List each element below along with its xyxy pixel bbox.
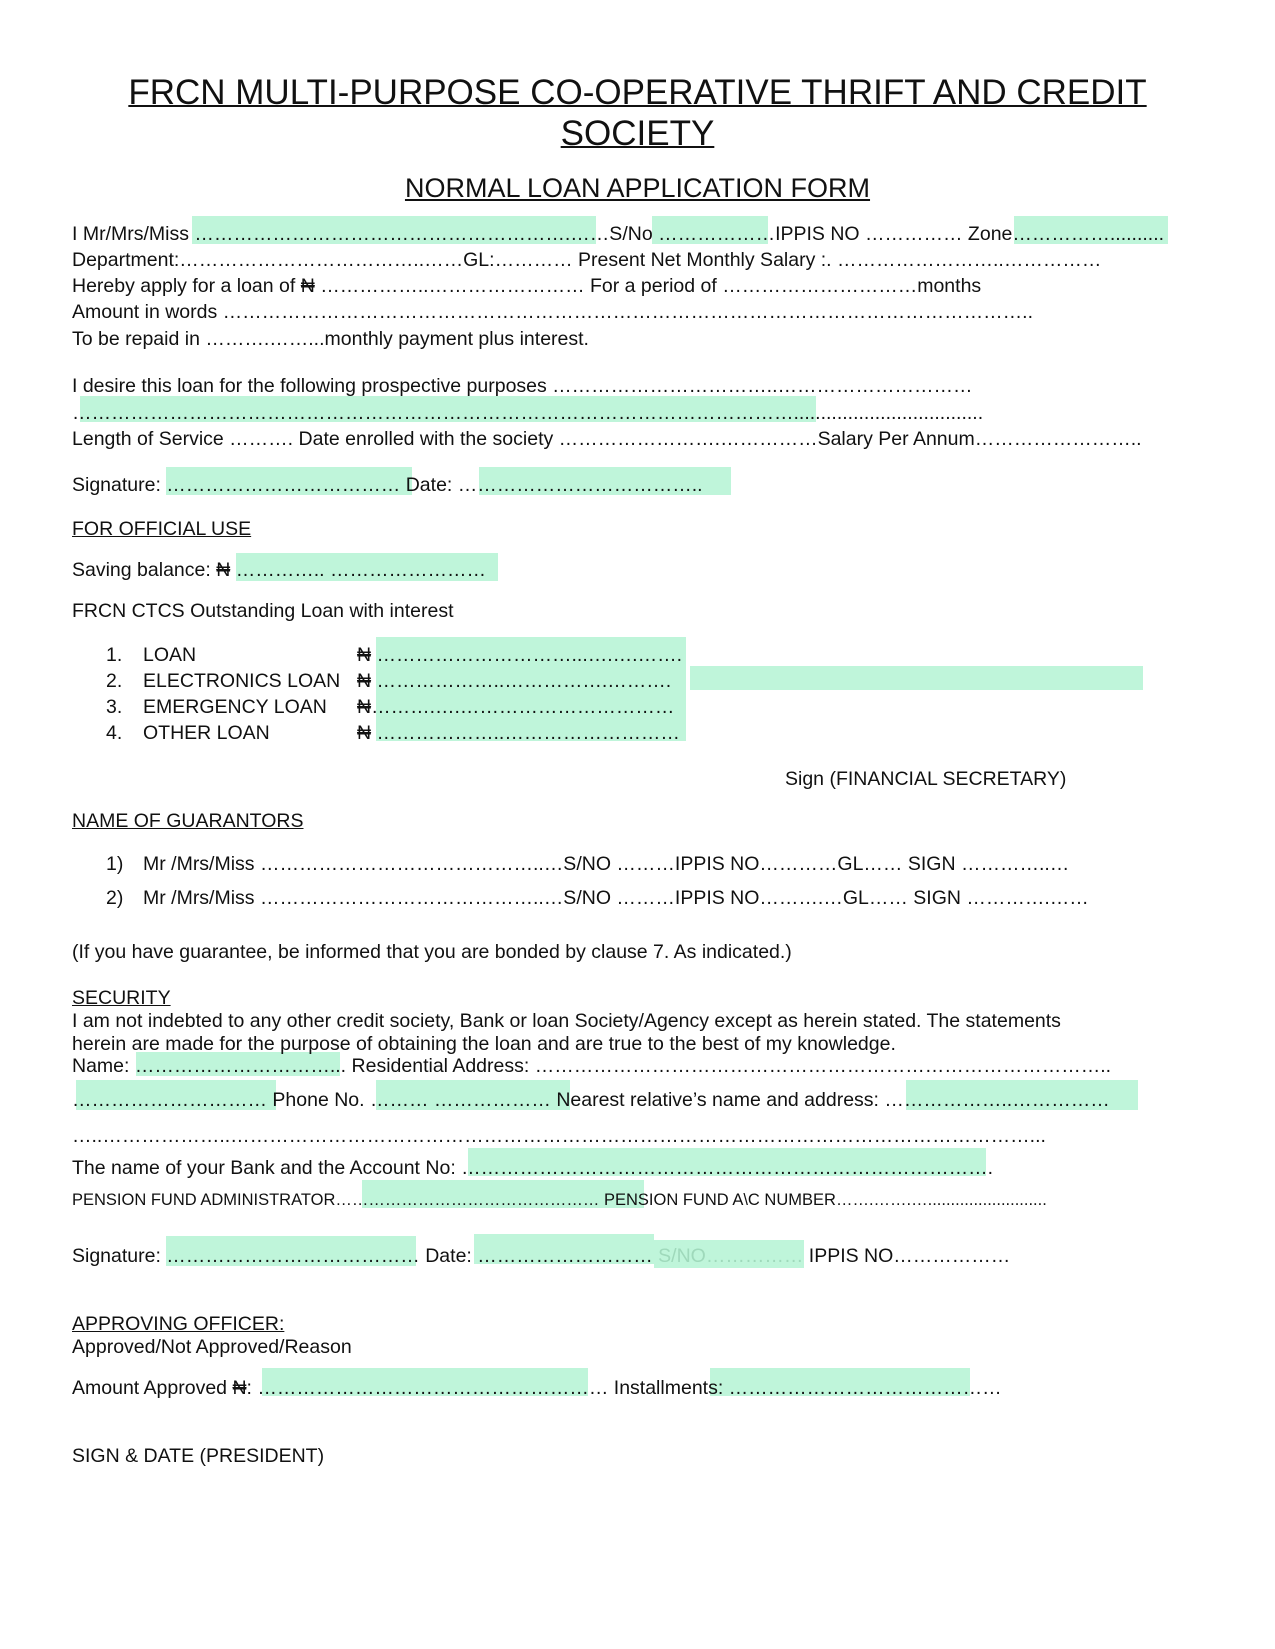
loan-request-line (72, 274, 981, 298)
applicant-signature-line: Signature: ……………………………… Date: ……………………………….. (72, 474, 703, 496)
loan-label-1: LOAN (143, 644, 197, 666)
outstanding-loan-heading: FRCN CTCS Outstanding Loan with interest (72, 600, 454, 622)
loan-num-2: 2. (106, 670, 123, 692)
pension-line: PENSION FUND ADMINISTRATOR………………………………………… PENSION FUND A\C NUMBER…….…….….......................... (72, 1191, 1047, 1209)
saving-balance-dots: ………….. …………………… (230, 559, 486, 581)
guarantor-row-1: Mr /Mrs/Miss ……………………………………..…S/NO ………IPPIS NO…………GL…… SIGN …………..… (143, 853, 1070, 875)
loan-dots-1: …………………………...….….……. (371, 644, 683, 666)
official-use-heading: FOR OFFICIAL USE (72, 518, 252, 540)
loan-amount-4 (357, 721, 680, 745)
naira-symbol: ₦ (357, 670, 372, 692)
security-name-line: Name: …………………………... Residential Address: …………………………………………………………………………….. (72, 1055, 1112, 1077)
approving-officer-heading: APPROVING OFFICER: (72, 1313, 285, 1335)
purpose-line-2: …………………………………………………………………………………………………................................... (72, 402, 984, 424)
department-line: Department:………………………………..……GL:………… Present Net Monthly Salary :. ……………………..…………… (72, 249, 1102, 271)
repayment-line: To be repaid in ……….……...monthly payment plus interest. (72, 328, 589, 350)
naira-symbol: ₦ (357, 696, 372, 718)
guarantee-note: (If you have guarantee, be informed that you are bonded by clause 7. As indicated.) (72, 941, 792, 963)
loan-label-4: OTHER LOAN (143, 722, 270, 744)
loan-label-2: ELECTRONICS LOAN (143, 670, 341, 692)
form-title-line1: FRCN MULTI-PURPOSE CO-OPERATIVE THRIFT AND CREDIT (128, 73, 1147, 112)
security-phone-line: ………………………… Phone No. ……… ……………… Nearest relative’s name and address: ………………..…………… (72, 1089, 1110, 1111)
loan-dots-4: ………………..……………………… (371, 722, 680, 744)
naira-symbol: ₦ (232, 1377, 247, 1399)
security-signature-text: Signature: ………………………………… Date: ……………………… (72, 1245, 659, 1267)
service-line: Length of Service ………. Date enrolled with the society …………………….……………Salary Per Annum…………………….. (72, 428, 1142, 450)
guarantor-num-2: 2) (106, 887, 124, 909)
loan-label-3: EMERGENCY LOAN (143, 696, 327, 718)
loan-dots-3: ……….….…………………………… (371, 696, 675, 718)
saving-balance-label: Saving balance: (72, 559, 217, 581)
security-statement-1: I am not indebted to any other credit society, Bank or loan Society/Agency except as herein stated. The statements (72, 1010, 1061, 1032)
security-statement-2: herein are made for the purpose of obtaining the loan and are true to the best of my knowledge. (72, 1033, 896, 1055)
form-subtitle: NORMAL LOAN APPLICATION FORM (404, 173, 871, 203)
naira-symbol: ₦ (357, 644, 372, 666)
applicant-name-line: I Mr/Mrs/Miss ………………………………………………….……S/No ………………IPPIS NO …………… Zone…………….......... (72, 223, 1165, 245)
loan-num-4: 4. (106, 722, 123, 744)
highlight-loans-extra-field[interactable] (690, 666, 1143, 690)
guarantor-num-1: 1) (106, 853, 124, 875)
guarantor-row-2: Mr /Mrs/Miss ……………………………………..…S/NO ………IPPIS NO……….…GL…… SIGN ………….…… (143, 887, 1089, 909)
security-sno-text: S/NO…………… (658, 1245, 804, 1267)
loan-num-3: 3. (106, 696, 123, 718)
loan-amount-1 (357, 643, 682, 667)
security-heading: SECURITY (72, 987, 171, 1009)
security-signature-line (72, 1244, 1010, 1268)
form-title-line2: SOCIETY (560, 114, 715, 153)
purpose-line: I desire this loan for the following prospective purposes ……………………………..………………………… (72, 375, 973, 397)
installments-text: : ……………………………………………… Installments: …………………………………… (246, 1377, 1002, 1399)
naira-symbol: ₦ (216, 559, 231, 581)
naira-symbol: ₦ (357, 722, 372, 744)
security-dots-line: …..………………..……………………………………………………………………………………………………………... (72, 1125, 1046, 1147)
saving-balance-line (72, 558, 486, 582)
guarantors-heading: NAME OF GUARANTORS (72, 810, 304, 832)
amount-words-line: Amount in words …………………………………………………………………………………………………………….. (72, 301, 1033, 323)
bank-account-line: The name of your Bank and the Account No: ………………………………………………………………………. (72, 1157, 994, 1179)
loan-amount-3 (357, 695, 674, 719)
approval-status: Approved/Not Approved/Reason (72, 1336, 352, 1358)
amount-approved-label: Amount Approved (72, 1377, 233, 1399)
loan-num-1: 1. (106, 644, 123, 666)
loan-amount-2 (357, 669, 671, 693)
loan-request-text: Hereby apply for a loan of (72, 275, 301, 297)
naira-symbol: ₦ (300, 275, 315, 297)
loan-dots-2: ………………..…………….………. (371, 670, 672, 692)
financial-secretary-sign: Sign (FINANCIAL SECRETARY) (785, 768, 1067, 790)
amount-approved-line (72, 1376, 1002, 1400)
security-ippis-text: IPPIS NO……………… (803, 1245, 1011, 1267)
president-sign: SIGN & DATE (PRESIDENT) (72, 1445, 325, 1467)
loan-period-text: ……………..…………………… For a period of …………………………months (314, 275, 982, 297)
